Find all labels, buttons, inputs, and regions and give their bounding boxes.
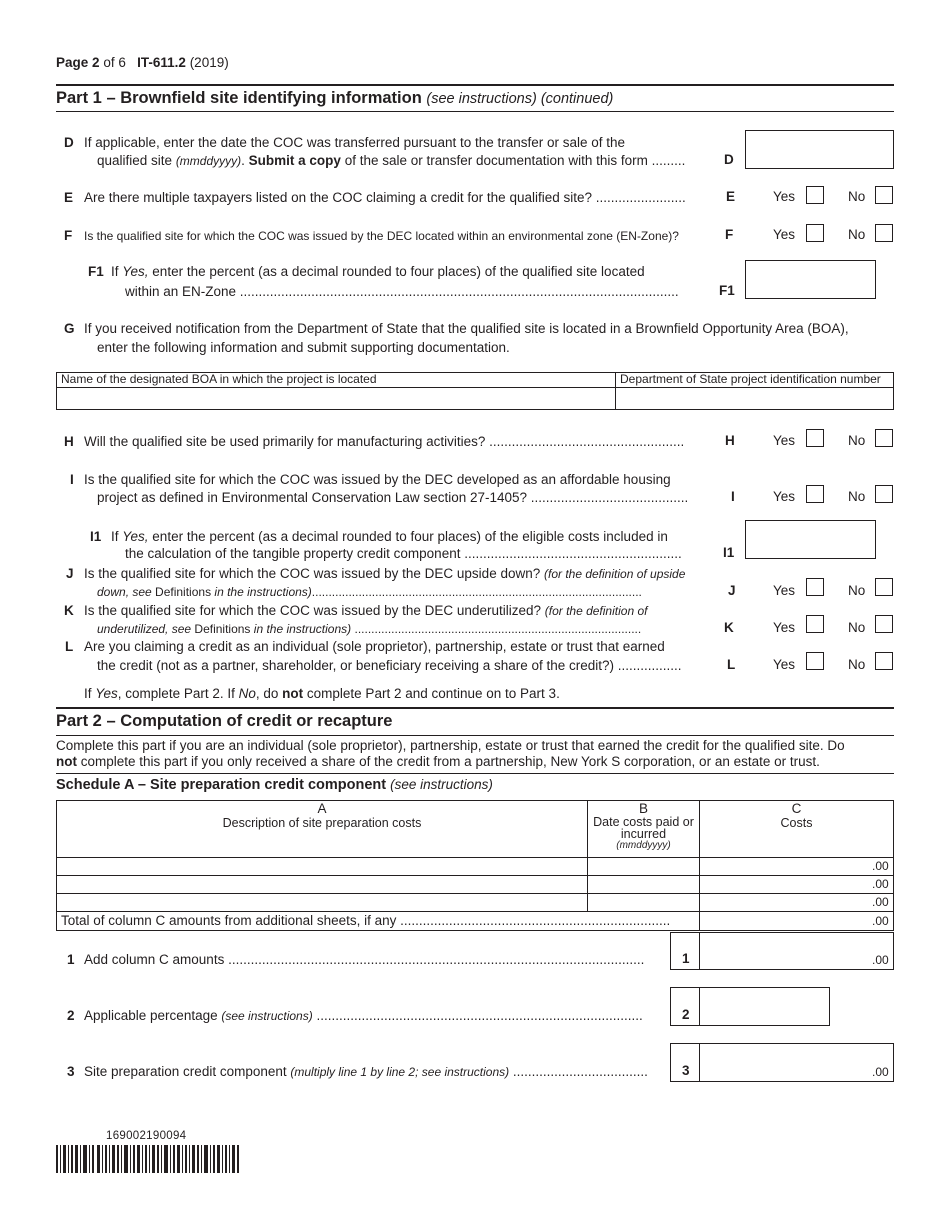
line-3-amount-input[interactable]	[699, 1043, 894, 1082]
line-j-no-label: No	[848, 583, 866, 598]
line-h-yes-checkbox[interactable]	[806, 429, 824, 447]
part2-intro1: Complete this part if you are an individual (sole proprietor), partnership, estate or trust that earned the credit for the qualified site. Do	[56, 738, 845, 753]
line-h-text: Will the qualified site be used primarily for manufacturing activities? ....................................................	[84, 434, 685, 449]
line-l-text1: Are you claiming a credit as an individual (sole proprietor), partnership, estate or trust that earned	[84, 639, 665, 654]
boa-id-input[interactable]	[615, 387, 894, 410]
line-i1-text2: the calculation of the tangible property credit component ..........................................................	[125, 546, 682, 561]
line-f1-t1a: If	[111, 264, 123, 279]
line-k-no-label: No	[848, 620, 866, 635]
line-j-t1a: Is the qualified site for which the COC was issued by the DEC upside down?	[84, 566, 544, 581]
col-c-letter: C	[791, 801, 802, 816]
line-f-no-checkbox[interactable]	[875, 224, 893, 242]
line-3-num: 3	[67, 1064, 75, 1079]
col-a-header-text	[56, 801, 588, 831]
total-additional-input[interactable]	[699, 911, 894, 931]
row3-desc-input[interactable]	[56, 893, 588, 912]
row1-date-input[interactable]	[587, 857, 700, 876]
line-i1-text1	[111, 528, 668, 546]
line-h-letter: H	[64, 434, 74, 449]
line-3-text	[84, 1063, 668, 1081]
col-c-text: Costs	[780, 816, 813, 830]
line-d-text2	[97, 152, 685, 170]
line-3-cents: .00	[872, 1065, 889, 1079]
line-i-text2: project as defined in Environmental Conservation Law section 27-1405? ..........................................	[97, 490, 689, 505]
line-2-text	[84, 1007, 668, 1025]
line-i1-label: I1	[723, 545, 735, 560]
line-d-t2c: .	[241, 153, 249, 168]
line-i1-t1c: enter the percent (as a decimal rounded to four places) of the eligible costs included in	[148, 529, 668, 544]
col-b-text1: Date costs paid or	[593, 815, 694, 829]
row2-date-input[interactable]	[587, 875, 700, 894]
line-f-yes-label: Yes	[773, 227, 796, 242]
note-g: complete Part 2 and continue on to Part 3.	[303, 686, 560, 701]
line-f1-text2: within an EN-Zone .....................................................................................................................	[125, 284, 679, 299]
line-e-text: Are there multiple taxpayers listed on the COC claiming a credit for the qualified site? ........................	[84, 190, 686, 205]
row2-cost-input[interactable]	[699, 875, 894, 894]
line-i1-t1a: If	[111, 529, 123, 544]
line-f-label: F	[725, 227, 734, 242]
line-f-text: Is the qualified site for which the COC was issued by the DEC located within an environmental zone (EN-Zone)?	[84, 229, 679, 243]
line-k-label: K	[724, 620, 734, 635]
line-f1-t1b: Yes,	[122, 264, 149, 279]
line-j-text2	[97, 584, 709, 601]
intro2b: complete this part if you only received a share of the credit from a partnership, New York S corporation, or an estate or trust.	[77, 754, 820, 769]
line-i-letter: I	[70, 472, 74, 487]
total-cents: .00	[872, 914, 889, 928]
form-year: (2019)	[189, 55, 229, 70]
line-h-no-checkbox[interactable]	[875, 429, 893, 447]
row1-cost-input[interactable]	[699, 857, 894, 876]
line-f-no-label: No	[848, 227, 866, 242]
line-k-t1a: Is the qualified site for which the COC was issued by the DEC underutilized?	[84, 603, 545, 618]
col-a-letter: A	[317, 801, 327, 816]
line-l-letter: L	[65, 639, 74, 654]
note-f: not	[282, 686, 304, 701]
line-i1-percent-input[interactable]	[745, 520, 876, 559]
line-j-no-checkbox[interactable]	[875, 578, 893, 596]
note-b: Yes	[95, 686, 118, 701]
row1-desc-input[interactable]	[56, 857, 588, 876]
line-k-yes-label: Yes	[773, 620, 796, 635]
line-e-no-label: No	[848, 189, 866, 204]
divider	[56, 735, 894, 736]
total-row-text: Total of column C amounts from additional sheets, if any ........................................................................	[61, 913, 671, 928]
part1-subtitle: (see instructions) (continued)	[426, 91, 614, 107]
line-k-text1	[84, 602, 647, 620]
line-1-cents: .00	[872, 953, 889, 967]
boa-name-header-text: Name of the designated BOA in which the project is located	[61, 372, 377, 386]
line-i1-t1b: Yes,	[122, 529, 149, 544]
line-3-box-label: 3	[682, 1063, 690, 1078]
row2-cents: .00	[872, 877, 889, 891]
line-d-t2a: qualified site	[97, 153, 176, 168]
line-j-yes-checkbox[interactable]	[806, 578, 824, 596]
line-l-yes-label: Yes	[773, 657, 796, 672]
line-g-letter: G	[64, 321, 75, 336]
line-j-yes-label: Yes	[773, 583, 796, 598]
row3-cost-input[interactable]	[699, 893, 894, 912]
line-2-ta: Applicable percentage	[84, 1008, 222, 1023]
line-j-letter: J	[66, 566, 74, 581]
note-d: No	[238, 686, 256, 701]
line-h-yes-label: Yes	[773, 433, 796, 448]
line-i-text1: Is the qualified site for which the COC was issued by the DEC developed as an affordable housing	[84, 472, 671, 487]
line-h-no-label: No	[848, 433, 866, 448]
form-id: IT-611.2	[137, 55, 186, 70]
col-b-letter: B	[638, 801, 648, 816]
line-e-yes-label: Yes	[773, 189, 796, 204]
barcode-number: 169002190094	[106, 1130, 187, 1142]
line-f-yes-checkbox[interactable]	[806, 224, 824, 242]
part1-title	[56, 89, 613, 108]
col-b-text2: incurred	[620, 827, 667, 841]
line-d-t2d: Submit a copy	[248, 153, 341, 168]
line-j-label: J	[728, 583, 736, 598]
line-h-label: H	[725, 433, 735, 448]
line-f1-t1c: enter the percent (as a decimal rounded to four places) of the qualified site located	[148, 264, 645, 279]
divider	[56, 773, 894, 774]
line-e-letter: E	[64, 190, 74, 205]
line-g-text2: enter the following information and submit supporting documentation.	[97, 340, 510, 355]
line-e-label: E	[726, 189, 736, 204]
line-k-letter: K	[64, 603, 74, 618]
line-j-text1	[84, 565, 685, 583]
part2-title: Part 2 – Computation of credit or recapture	[56, 712, 393, 730]
line-f1-percent-input[interactable]	[745, 260, 876, 299]
col-c-header-text	[699, 801, 894, 831]
line-3-tc: ....................................	[509, 1064, 648, 1079]
row1-cents: .00	[872, 859, 889, 873]
line-3-tb: (multiply line 1 by line 2; see instructions)	[290, 1065, 510, 1079]
divider	[56, 84, 894, 86]
line-d-label: D	[724, 152, 734, 167]
line-i-yes-checkbox[interactable]	[806, 485, 824, 503]
line-1-box-label: 1	[682, 951, 690, 966]
line-f1-letter: F1	[88, 264, 104, 279]
line-d-text1: If applicable, enter the date the COC was transferred pursuant to the transfer or sale of the	[84, 135, 626, 150]
part1-title-text: Part 1 – Brownfield site identifying information	[56, 89, 422, 107]
line-j-t2c: in the instructions)	[211, 585, 312, 599]
line-l-text2: the credit (not as a partner, shareholder, or beneficiary receiving a share of the credit?) .................	[97, 658, 682, 673]
boa-id-header-text: Department of State project identification number	[620, 372, 881, 386]
barcode-icon	[56, 1145, 240, 1173]
schedule-a-subtitle: (see instructions)	[390, 777, 493, 792]
divider	[56, 707, 894, 709]
note-c: , complete Part 2. If	[117, 686, 239, 701]
line-j-t2d: ...................................................................................................	[311, 585, 642, 599]
line-l-no-label: No	[848, 657, 866, 672]
line-i-no-label: No	[848, 489, 866, 504]
divider	[56, 111, 894, 112]
line-k-t2a: underutilized, see	[97, 622, 195, 636]
page-header	[56, 54, 229, 72]
schedule-a-title	[56, 777, 493, 793]
part2-note	[84, 685, 560, 703]
line-d-letter: D	[64, 135, 74, 150]
line-2-percent-input[interactable]	[699, 987, 830, 1026]
line-g-text1: If you received notification from the Department of State that the qualified site is located in a Brownfield Opportunity Area (BOA),	[84, 321, 849, 336]
col-b-text3: (mmddyyyy)	[616, 840, 671, 851]
line-l-label: L	[727, 657, 736, 672]
page-number: 2	[92, 55, 100, 70]
line-j-t2b: Definitions	[155, 585, 212, 599]
line-k-t2d: ......................................................................................	[351, 622, 642, 636]
line-2-tb: (see instructions)	[221, 1009, 313, 1023]
line-l-no-checkbox[interactable]	[875, 652, 893, 670]
col-b-header-text	[587, 801, 700, 852]
col-a-text: Description of site preparation costs	[222, 816, 422, 830]
line-2-num: 2	[67, 1008, 75, 1023]
line-l-yes-checkbox[interactable]	[806, 652, 824, 670]
note-e: , do	[255, 686, 283, 701]
line-e-no-checkbox[interactable]	[875, 186, 893, 204]
line-k-no-checkbox[interactable]	[875, 615, 893, 633]
line-i1-letter: I1	[90, 529, 102, 544]
line-i-label: I	[731, 489, 735, 504]
line-i-no-checkbox[interactable]	[875, 485, 893, 503]
line-1-num: 1	[67, 952, 75, 967]
page-of: of 6	[103, 55, 126, 70]
line-f1-text1	[111, 263, 645, 281]
line-j-t1b: (for the definition of upside	[543, 567, 686, 581]
page-label: Page	[56, 55, 89, 70]
note-a: If	[84, 686, 96, 701]
line-1-text: Add column C amounts ...............................................................................................................	[84, 952, 645, 967]
line-k-text2	[97, 621, 709, 638]
line-f-letter: F	[64, 228, 73, 243]
line-f1-label: F1	[719, 283, 735, 298]
row3-date-input[interactable]	[587, 893, 700, 912]
line-k-t2b: Definitions	[194, 622, 251, 636]
line-k-t2c: in the instructions)	[250, 622, 352, 636]
line-d-t2b: (mmddyyyy)	[175, 154, 242, 168]
intro2a: not	[56, 754, 77, 769]
line-1-amount-input[interactable]	[699, 932, 894, 970]
line-k-yes-checkbox[interactable]	[806, 615, 824, 633]
schedule-a-title-text: Schedule A – Site preparation credit component	[56, 777, 387, 793]
part2-intro2	[56, 753, 820, 771]
line-j-t2a: down, see	[97, 585, 156, 599]
line-2-tc: .......................................................................................	[312, 1008, 643, 1023]
row2-desc-input[interactable]	[56, 875, 588, 894]
line-i-yes-label: Yes	[773, 489, 796, 504]
boa-name-input[interactable]	[56, 387, 616, 410]
line-e-yes-checkbox[interactable]	[806, 186, 824, 204]
line-3-ta: Site preparation credit component	[84, 1064, 291, 1079]
row3-cents: .00	[872, 895, 889, 909]
line-2-box-label: 2	[682, 1007, 690, 1022]
line-d-t2e: of the sale or transfer documentation with this form .........	[340, 153, 686, 168]
line-d-date-input[interactable]	[745, 130, 894, 169]
line-k-t1b: (for the definition of	[544, 604, 648, 618]
